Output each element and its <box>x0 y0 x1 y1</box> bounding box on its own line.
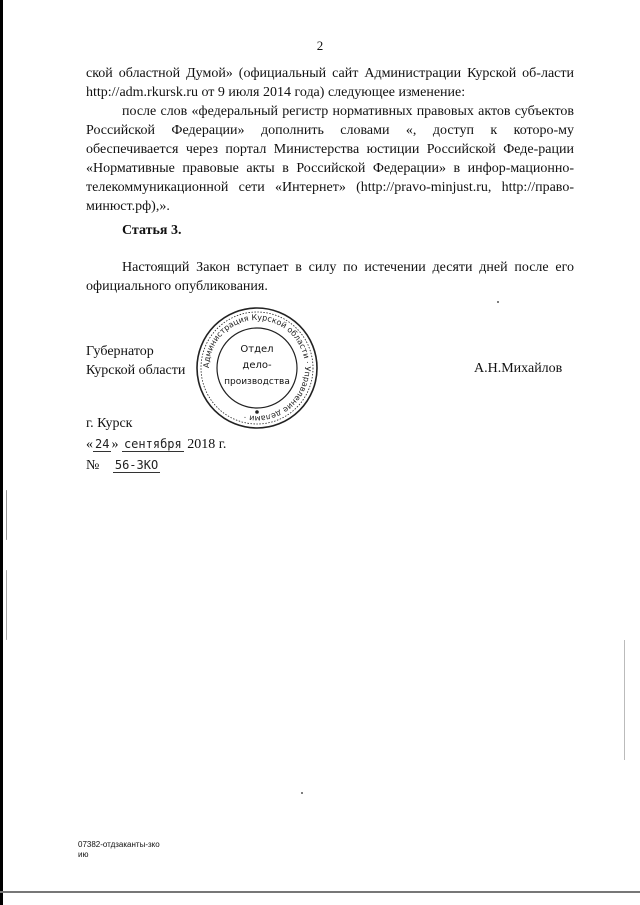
article-heading: Статья 3. <box>122 223 182 238</box>
scan-left-edge <box>0 0 3 905</box>
city: г. Курск <box>86 416 133 431</box>
number-label: № <box>86 458 100 473</box>
law-number: 56-ЗКО <box>114 458 159 472</box>
governor-name: А.Н.Михайлов <box>474 361 563 376</box>
scan-bottom-edge <box>0 891 640 893</box>
date-month: сентября <box>123 437 182 451</box>
governor-title-line1: Губернатор <box>86 344 154 359</box>
scan-speck <box>301 792 303 794</box>
footer-line1: 07382-отдзаканты-зко <box>78 840 160 849</box>
date-line: « 24 » сентября 2018 г. <box>86 437 227 452</box>
stamp-ring-text: Администрация Курской области · Управление делами · <box>201 312 313 424</box>
date-day: 24 <box>95 437 110 451</box>
stamp-dot-icon <box>255 410 259 414</box>
office-stamp <box>194 305 320 431</box>
scan-mark <box>6 570 7 640</box>
stamp-center-line1: Отдел <box>240 344 274 355</box>
footer-line2: ию <box>78 850 89 859</box>
stamp-center-line2: дело- <box>242 360 272 371</box>
scan-mark <box>624 640 625 760</box>
paragraph-1: ской областной Думой» (официальный сайт Администрации Курской об-ласти http://adm.rkursk.ru от 9 июля 2014 года) следующее изменение: <box>86 66 574 100</box>
scan-speck <box>497 301 499 303</box>
footer-code <box>78 840 160 860</box>
number-line <box>86 455 226 476</box>
scan-mark <box>6 490 7 540</box>
body-text <box>86 64 574 216</box>
place-and-date <box>86 414 226 476</box>
governor-title-line2: Курской области <box>86 363 186 378</box>
paragraph-2: после слов «федеральный регистр нормативных правовых актов субъектов Российской Федерации» дополнить словами «, доступ к которо-му обеспечивается через портал Министерства юстиции Российской Феде-рации «Нормативные правовые акты в Российской Федерации» в инфор-мационно-телекоммуникационной сети «Интернет» (http://pravo-minjust.ru, http://право-минюст.рф),». <box>86 104 574 214</box>
stamp-center-line3: производства <box>224 377 290 387</box>
article-text: Настоящий Закон вступает в силу по истечении десяти дней после его официального опубликования. <box>86 260 574 294</box>
date-year: 2018 г. <box>183 437 227 452</box>
governor-title <box>86 342 185 380</box>
page-number: 2 <box>316 38 324 53</box>
